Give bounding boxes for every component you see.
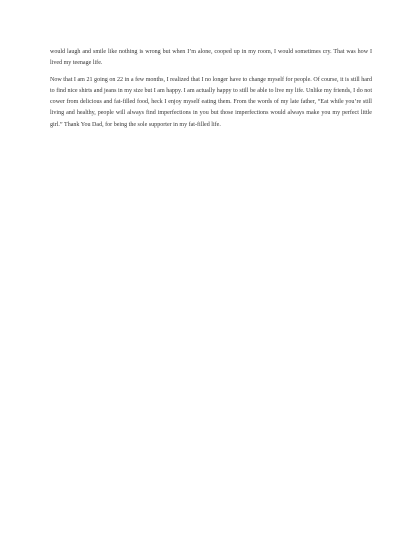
- document-body: [50, 47, 372, 136]
- paragraph-1: would laugh and smile like nothing is wrong but when I’m alone, cooped up in my room, I would sometimes cry. That was how I lived my teenage life.: [50, 49, 372, 67]
- paragraph-2: Now that I am 21 going on 22 in a few months, I realized that I no longer have to change myself for people. Of course, it is still hard to find nice shirts and jeans in my size but I am happy. I am actually happy to still be able to live my life. Unlike my friends, I do not cower from delicious and fat-filled food, heck I enjoy myself eating them. From the words of my late father, “Eat while you’re still living and healthy, people will always find imperfections in you but those imperfections would always make you my perfect little girl.” Thank You Dad, for being the sole supporter in my fat-filled life.: [50, 76, 372, 128]
